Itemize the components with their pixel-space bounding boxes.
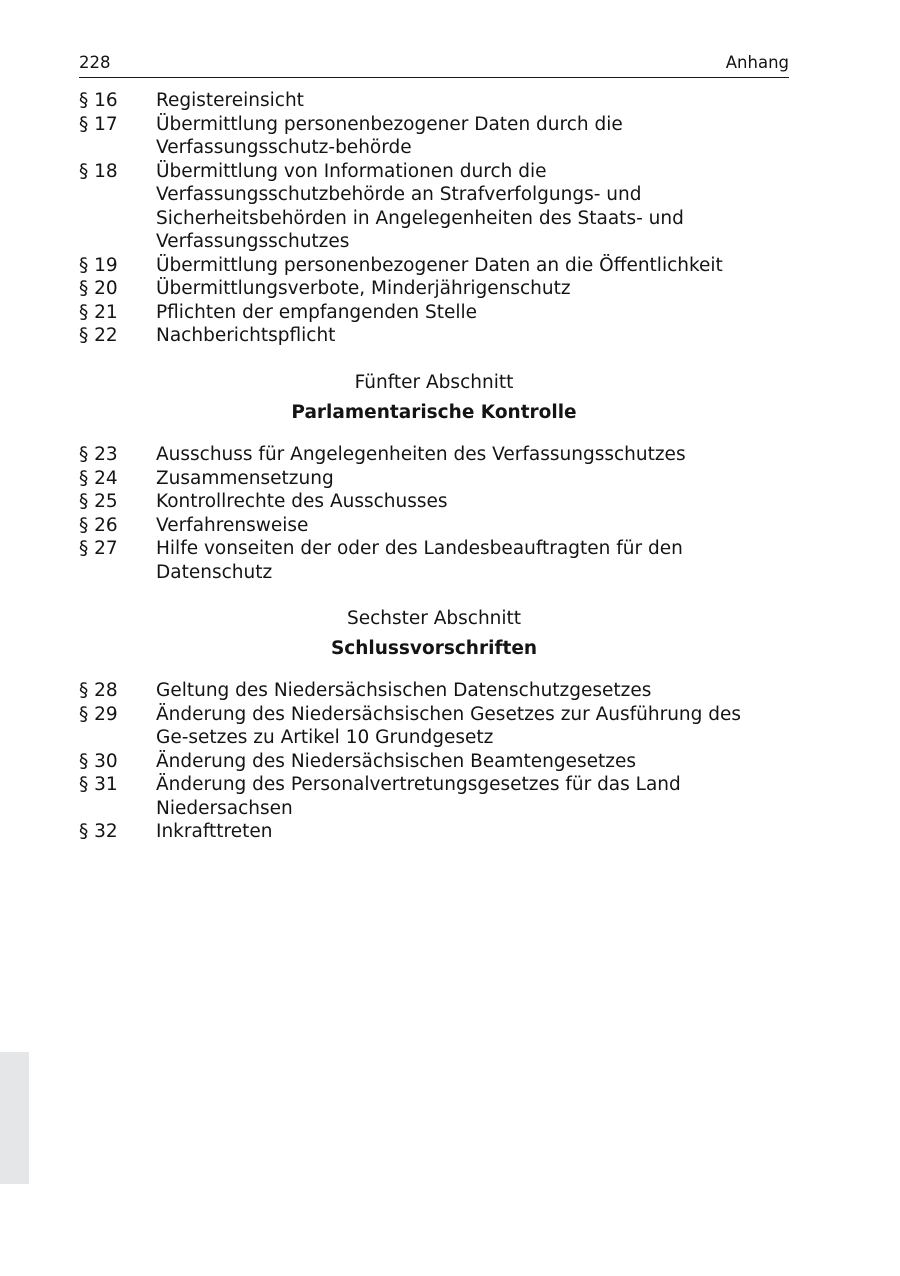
entry-title: Übermittlungsverbote, Minderjährigenschutz bbox=[156, 278, 571, 299]
entry-number: § 22 bbox=[79, 325, 118, 346]
toc-entry bbox=[79, 820, 799, 844]
entry-title: Inkrafttreten bbox=[156, 821, 273, 842]
entry-title: Änderung des Personalvertretungsgesetzes für das Land Niedersachsen bbox=[156, 774, 681, 819]
toc-entry bbox=[79, 703, 799, 750]
toc-entry bbox=[79, 301, 799, 325]
running-title: Anhang bbox=[725, 53, 789, 72]
toc-entry bbox=[79, 89, 799, 113]
entry-title: Kontrollrechte des Ausschusses bbox=[156, 491, 448, 512]
section6-entry-list bbox=[79, 679, 799, 844]
toc-entry bbox=[79, 679, 799, 703]
toc-entry bbox=[79, 443, 799, 467]
entry-number: § 26 bbox=[79, 514, 118, 536]
toc-entry bbox=[79, 113, 799, 160]
entry-title: Geltung des Niedersächsischen Datenschutzgesetzes bbox=[156, 680, 652, 701]
entry-number: § 25 bbox=[79, 491, 118, 512]
toc-entry bbox=[79, 773, 799, 820]
entry-number: § 18 bbox=[79, 160, 118, 182]
entry-number: § 17 bbox=[79, 113, 118, 135]
toc-entry bbox=[79, 750, 799, 774]
entry-title: Hilfe vonseiten der oder des Landesbeauftragten für den Datenschutz bbox=[156, 538, 683, 583]
entry-title: Übermittlung von Informationen durch die Verfassungsschutzbehörde an Strafverfolgungs- und Sicherheitsbehörden in Angelegenheiten des Staats- und Verfassungsschutzes bbox=[156, 160, 684, 252]
page-number: 228 bbox=[79, 53, 111, 72]
entry-number: § 24 bbox=[79, 467, 118, 489]
entry-number: § 29 bbox=[79, 703, 118, 725]
toc-entry bbox=[79, 467, 799, 491]
section5-entry-list bbox=[79, 443, 799, 584]
entry-number: § 32 bbox=[79, 821, 118, 842]
toc-entry bbox=[79, 490, 799, 514]
section-label: Fünfter Abschnitt bbox=[354, 372, 514, 393]
entry-title: Änderung des Niedersächsischen Beamtengesetzes bbox=[156, 750, 637, 772]
toc-entry bbox=[79, 324, 799, 348]
entry-title: Registereinsicht bbox=[156, 90, 304, 111]
entry-title: Zusammensetzung bbox=[156, 467, 334, 489]
section-heading: Parlamentarische Kontrolle bbox=[291, 402, 577, 423]
entry-number: § 23 bbox=[79, 444, 118, 465]
toc-entry bbox=[79, 254, 799, 278]
entry-number: § 30 bbox=[79, 750, 118, 772]
entry-title: Übermittlung personenbezogener Daten an die Öffentlichkeit bbox=[156, 254, 723, 276]
toc-entry bbox=[79, 514, 799, 538]
entry-number: § 16 bbox=[79, 90, 118, 111]
entry-number: § 21 bbox=[79, 301, 118, 323]
toc-entry bbox=[79, 277, 799, 301]
entry-title: Änderung des Niedersächsischen Gesetzes zur Ausführung des Ge-setzes zu Artikel 10 Grundgesetz bbox=[156, 703, 742, 748]
entry-number: § 28 bbox=[79, 680, 118, 701]
section-label: Sechster Abschnitt bbox=[346, 608, 522, 629]
entry-number: § 19 bbox=[79, 254, 118, 276]
section-heading: Schlussvorschriften bbox=[330, 638, 538, 659]
toc-entry bbox=[79, 537, 799, 584]
page-header bbox=[79, 52, 789, 78]
entry-number: § 27 bbox=[79, 538, 118, 559]
entry-title: Ausschuss für Angelegenheiten des Verfassungsschutzes bbox=[156, 444, 686, 465]
thumb-index-tab bbox=[0, 1052, 29, 1184]
toc-entry bbox=[79, 160, 799, 254]
entry-number: § 31 bbox=[79, 774, 118, 795]
entry-title: Pflichten der empfangenden Stelle bbox=[156, 301, 478, 323]
section4-entry-list bbox=[79, 89, 799, 348]
entry-title: Nachberichtspflicht bbox=[156, 325, 336, 346]
entry-number: § 20 bbox=[79, 278, 118, 299]
entry-title: Verfahrensweise bbox=[156, 514, 309, 536]
entry-title: Übermittlung personenbezogener Daten durch die Verfassungsschutz-behörde bbox=[156, 113, 623, 158]
